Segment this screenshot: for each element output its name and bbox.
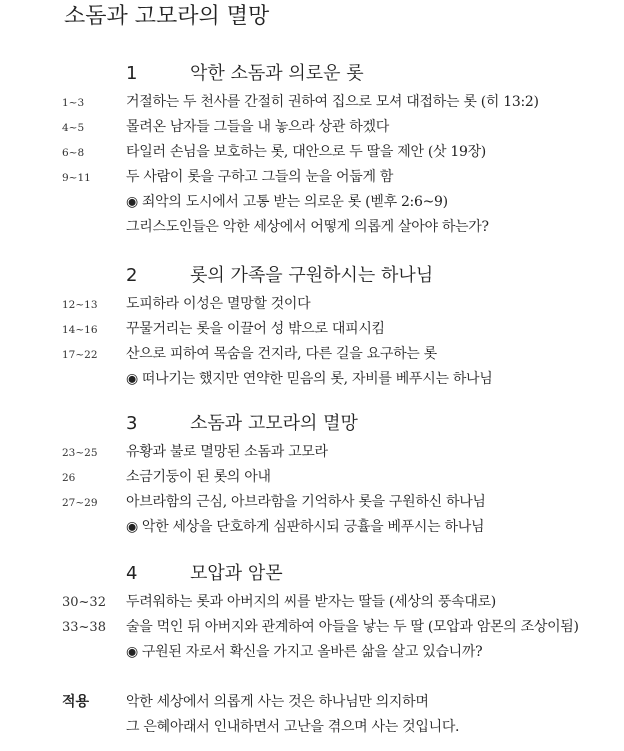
outline-text: 몰려온 남자들 그들을 내 놓으라 상관 하겠다 — [126, 119, 389, 135]
application-text: 악한 세상에서 의롭게 사는 것은 하나님만 의지하며 — [126, 694, 429, 710]
section-number: 4 — [126, 563, 138, 584]
outline-row — [0, 615, 624, 640]
outline-text: 아브라함의 근심, 아브라함을 기억하사 롯을 구원하신 하나님 — [126, 494, 486, 510]
section-2 — [0, 262, 624, 392]
section-number: 3 — [126, 413, 138, 434]
application-line — [0, 690, 624, 715]
outline-text: 타일러 손님을 보호하는 롯, 대안으로 두 딸을 제안 (삿 19장) — [126, 144, 486, 160]
outline-text: 거절하는 두 천사를 간절히 권하여 집으로 모셔 대접하는 롯 (히 13:2) — [126, 94, 539, 110]
key-point-row — [0, 367, 624, 392]
section-header — [0, 410, 624, 440]
outline-row — [0, 140, 624, 165]
outline-row — [0, 90, 624, 115]
key-point-row — [0, 190, 624, 215]
outline-text: 꾸물거리는 롯을 이끌어 성 밖으로 대피시킴 — [126, 321, 385, 337]
outline-row — [0, 215, 624, 240]
application-label: 적용 — [62, 694, 90, 710]
verse-ref: 27~29 — [62, 497, 98, 509]
outline-row — [0, 465, 624, 490]
outline-row — [0, 317, 624, 342]
outline-text: 술을 먹인 뒤 아버지와 관계하여 아들을 낳는 두 딸 (모압과 암몬의 조상이됨) — [126, 619, 579, 635]
bullet-icon: ◉ — [126, 644, 138, 660]
key-point — [126, 369, 493, 389]
section-title: 모압과 암몬 — [190, 563, 283, 584]
outline-text: 소금기둥이 된 롯의 아내 — [126, 469, 271, 485]
bullet-icon: ◉ — [126, 194, 138, 210]
key-point — [126, 642, 482, 662]
page-title: 소돔과 고모라의 멸망 — [64, 4, 270, 29]
key-point-row — [0, 640, 624, 665]
outline-text: 두 사람이 롯을 구하고 그들의 눈을 어둡게 함 — [126, 169, 394, 185]
verse-ref: 1~3 — [62, 97, 85, 109]
section-number: 1 — [126, 63, 138, 84]
section-4 — [0, 560, 624, 665]
section-header — [0, 60, 624, 90]
outline-row — [0, 115, 624, 140]
verse-ref: 30~32 — [62, 595, 106, 610]
key-point-row — [0, 515, 624, 540]
bullet-icon: ◉ — [126, 371, 138, 387]
section-3 — [0, 410, 624, 540]
verse-ref: 9~11 — [62, 172, 91, 184]
outline-row — [0, 342, 624, 367]
verse-ref: 26 — [62, 472, 76, 484]
verse-ref: 33~38 — [62, 620, 106, 635]
section-title: 롯의 가족을 구원하시는 하나님 — [190, 265, 434, 286]
key-point-text: 죄악의 도시에서 고통 받는 의로운 롯 (벧후 2:6~9) — [141, 194, 448, 210]
outline-row — [0, 490, 624, 515]
verse-ref: 4~5 — [62, 122, 85, 134]
key-point-text: 악한 세상을 단호하게 심판하시되 긍휼을 베푸시는 하나님 — [141, 519, 485, 535]
key-point-text: 구원된 자로서 확신을 가지고 올바른 삶을 살고 있습니까? — [141, 644, 483, 660]
verse-ref: 23~25 — [62, 447, 98, 459]
verse-ref: 14~16 — [62, 324, 98, 336]
application-line — [0, 715, 624, 740]
key-point — [126, 517, 484, 537]
outline-text: 두려워하는 롯과 아버지의 씨를 받자는 딸들 (세상의 풍속대로) — [126, 594, 496, 610]
verse-ref: 12~13 — [62, 299, 98, 311]
outline-row — [0, 590, 624, 615]
application-block — [0, 690, 624, 740]
outline-text: 산으로 피하여 목숨을 건지라, 다른 길을 요구하는 롯 — [126, 346, 437, 362]
outline-text: 그리스도인들은 악한 세상에서 어떻게 의롭게 살아야 하는가? — [126, 219, 489, 235]
application-text: 그 은혜아래서 인내하면서 고난을 겪으며 사는 것입니다. — [126, 719, 460, 735]
outline-text: 도피하라 이성은 멸망할 것이다 — [126, 296, 311, 312]
section-number: 2 — [126, 265, 138, 286]
key-point-text: 떠나기는 했지만 연약한 믿음의 롯, 자비를 베푸시는 하나님 — [141, 371, 493, 387]
outline-row — [0, 292, 624, 317]
bullet-icon: ◉ — [126, 519, 138, 535]
key-point — [126, 192, 448, 212]
verse-ref: 6~8 — [62, 147, 85, 159]
section-title: 소돔과 고모라의 멸망 — [190, 413, 358, 434]
verse-ref: 17~22 — [62, 349, 98, 361]
outline-row — [0, 165, 624, 190]
outline-row — [0, 440, 624, 465]
section-header — [0, 262, 624, 292]
section-1 — [0, 60, 624, 240]
section-title: 악한 소돔과 의로운 롯 — [190, 63, 364, 84]
section-header — [0, 560, 624, 590]
outline-text: 유황과 불로 멸망된 소돔과 고모라 — [126, 444, 328, 460]
